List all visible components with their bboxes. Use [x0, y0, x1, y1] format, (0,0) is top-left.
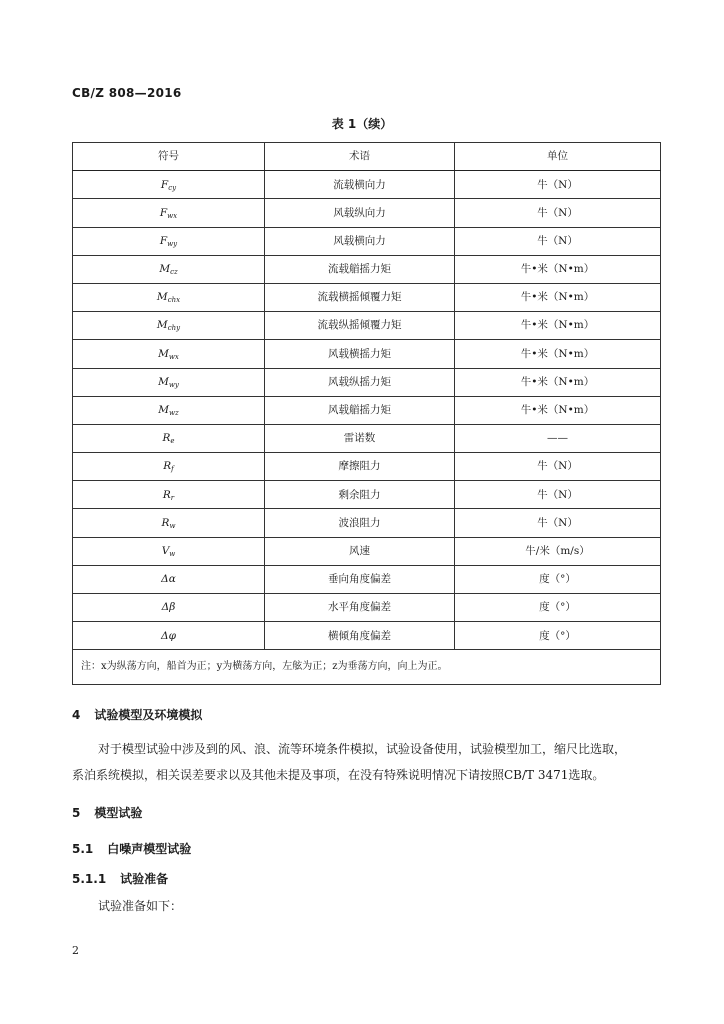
- table-row: [73, 481, 661, 509]
- unit-cell: 度（°）: [455, 622, 661, 650]
- symbol-base: M: [156, 319, 168, 332]
- symbol-base: M: [158, 375, 169, 388]
- symbol-cell: [73, 565, 265, 593]
- section-5-heading: [72, 804, 142, 821]
- header-unit: 单位: [455, 143, 661, 171]
- section-title: 模型试验: [94, 806, 143, 820]
- unit-cell: 牛•米（N•m）: [455, 255, 661, 283]
- symbol-base: F: [160, 178, 169, 191]
- term-cell: 风载横摇力矩: [265, 340, 455, 368]
- symbol-subscript: w: [169, 549, 176, 558]
- table-header-row: [73, 143, 661, 171]
- unit-cell: 牛•米（N•m）: [455, 312, 661, 340]
- term-cell: 流载横向力: [265, 171, 455, 199]
- term-cell: 风载艏摇力矩: [265, 396, 455, 424]
- symbol-subscript: wz: [169, 409, 179, 418]
- unit-cell: 牛（N）: [455, 171, 661, 199]
- table-row: [73, 368, 661, 396]
- symbol-cell: [73, 594, 265, 622]
- table-row: [73, 509, 661, 537]
- symbol-subscript: wx: [167, 211, 178, 220]
- symbol-cell: [73, 171, 265, 199]
- unit-cell: 牛（N）: [455, 453, 661, 481]
- symbol-base: M: [159, 263, 171, 276]
- symbol-cell: [73, 509, 265, 537]
- standard-code: CB/Z 808—2016: [72, 86, 182, 100]
- table-caption: 表 1（续）: [331, 117, 393, 131]
- symbol-subscript: wy: [168, 380, 179, 389]
- symbol-base: R: [162, 432, 171, 445]
- term-cell: 剩余阻力: [265, 481, 455, 509]
- table-row: [73, 424, 661, 452]
- symbol-base: R: [161, 516, 170, 529]
- paragraph-line-2: 系泊系统模拟，相关误差要求以及其他未提及事项，在没有特殊说明情况下请按照CB/T 3471选取。: [72, 768, 605, 782]
- symbol-subscript: cz: [170, 268, 178, 277]
- term-cell: 水平角度偏差: [265, 594, 455, 622]
- symbol-cell: [73, 453, 265, 481]
- section-title: 白噪声模型试验: [107, 842, 192, 856]
- symbol-base: Δφ: [161, 629, 176, 642]
- unit-cell: 度（°）: [455, 565, 661, 593]
- header-symbol: 符号: [73, 143, 265, 171]
- unit-cell: 牛/米（m/s）: [455, 537, 661, 565]
- symbol-base: F: [159, 206, 168, 219]
- section-title: 试验准备: [120, 872, 169, 886]
- term-cell: 流载艏摇力矩: [265, 255, 455, 283]
- symbol-base: Δβ: [161, 601, 176, 614]
- symbol-base: Δα: [161, 573, 176, 586]
- section-number: 5: [72, 806, 81, 820]
- unit-cell: 度（°）: [455, 594, 661, 622]
- paragraph-text: 对于模型试验中涉及到的风、浪、流等环境条件模拟，试验设备使用，试验模型加工，缩尺比选取，: [98, 742, 627, 756]
- table-row: [73, 565, 661, 593]
- section-title: 试验模型及环境模拟: [94, 708, 203, 722]
- table-row: [73, 340, 661, 368]
- symbol-base: F: [159, 234, 168, 247]
- symbol-cell: [73, 255, 265, 283]
- section-number: 5.1: [72, 842, 94, 856]
- symbol-subscript: cy: [168, 183, 177, 192]
- symbol-base: V: [161, 544, 170, 557]
- symbol-base: M: [158, 404, 170, 417]
- term-cell: 波浪阻力: [265, 509, 455, 537]
- unit-cell: 牛（N）: [455, 227, 661, 255]
- term-cell: 风载纵摇力矩: [265, 368, 455, 396]
- symbol-cell: [73, 340, 265, 368]
- term-cell: 风速: [265, 537, 455, 565]
- table-note: 注：x为纵荡方向，船首为正；y为横荡方向，左舷为正；z为垂荡方向，向上为正。: [73, 650, 661, 685]
- section-number: 5.1.1: [72, 872, 107, 886]
- section-number: 4: [72, 708, 81, 722]
- table-row: [73, 171, 661, 199]
- symbol-subscript: r: [170, 493, 175, 502]
- section-4-paragraph: [72, 736, 662, 788]
- symbol-base: R: [163, 460, 172, 473]
- symbol-base: M: [158, 347, 169, 360]
- unit-cell: 牛•米（N•m）: [455, 340, 661, 368]
- term-cell: 垂向角度偏差: [265, 565, 455, 593]
- table-note-row: [73, 650, 661, 685]
- table-row: [73, 255, 661, 283]
- paragraph-text: 试验准备如下：: [98, 899, 183, 913]
- symbol-subscript: f: [171, 465, 174, 474]
- symbol-cell: [73, 537, 265, 565]
- table-row: [73, 283, 661, 311]
- symbol-cell: [73, 481, 265, 509]
- symbol-cell: [73, 396, 265, 424]
- section-5-1-1-heading: [72, 870, 168, 887]
- term-cell: 横倾角度偏差: [265, 622, 455, 650]
- symbol-cell: [73, 199, 265, 227]
- term-cell: 雷诺数: [265, 424, 455, 452]
- symbol-cell: [73, 312, 265, 340]
- symbol-subscript: wy: [167, 239, 178, 248]
- symbol-cell: [73, 622, 265, 650]
- symbol-cell: [73, 424, 265, 452]
- symbol-cell: [73, 283, 265, 311]
- symbol-subscript: e: [170, 437, 175, 446]
- table-row: [73, 227, 661, 255]
- preparation-paragraph: [72, 893, 662, 919]
- unit-cell: 牛（N）: [455, 199, 661, 227]
- unit-cell: 牛（N）: [455, 481, 661, 509]
- symbol-cell: [73, 368, 265, 396]
- symbol-subscript: wx: [168, 352, 179, 361]
- unit-cell: 牛•米（N•m）: [455, 368, 661, 396]
- unit-cell: 牛•米（N•m）: [455, 396, 661, 424]
- symbol-base: R: [162, 488, 171, 501]
- table-row: [73, 199, 661, 227]
- table-row: [73, 453, 661, 481]
- term-cell: 风载横向力: [265, 227, 455, 255]
- symbol-subscript: chy: [167, 324, 181, 333]
- section-4-heading: [72, 706, 202, 723]
- symbol-subscript: chx: [167, 296, 181, 305]
- symbol-table: [72, 142, 661, 685]
- unit-cell: 牛（N）: [455, 509, 661, 537]
- term-cell: 流载横摇倾覆力矩: [265, 283, 455, 311]
- term-cell: 风载纵向力: [265, 199, 455, 227]
- unit-cell: 牛•米（N•m）: [455, 283, 661, 311]
- table-body: [73, 171, 661, 650]
- header-term: 术语: [265, 143, 455, 171]
- unit-cell: ——: [455, 424, 661, 452]
- paragraph-line-1: [72, 736, 662, 762]
- term-cell: 流载纵摇倾覆力矩: [265, 312, 455, 340]
- table-row: [73, 396, 661, 424]
- symbol-base: M: [156, 291, 168, 304]
- section-5-1-heading: [72, 840, 191, 857]
- term-cell: 摩擦阻力: [265, 453, 455, 481]
- symbol-cell: [73, 227, 265, 255]
- symbol-subscript: w: [169, 521, 176, 530]
- table-row: [73, 622, 661, 650]
- table-row: [73, 537, 661, 565]
- table-row: [73, 312, 661, 340]
- table-row: [73, 594, 661, 622]
- page-number: 2: [72, 944, 79, 957]
